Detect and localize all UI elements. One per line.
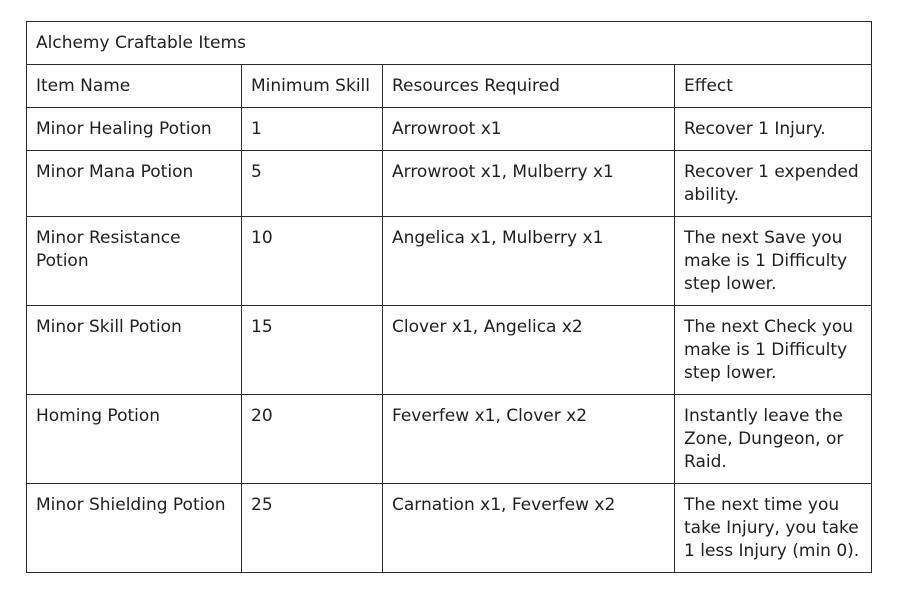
resources-required-cell: Clover x1, Angelica x2 xyxy=(383,306,675,395)
table-title: Alchemy Craftable Items xyxy=(27,22,872,65)
column-header-resources-required: Resources Required xyxy=(383,65,675,108)
effect-cell: Instantly leave the Zone, Dungeon, or Raid. xyxy=(675,395,872,484)
column-header-effect: Effect xyxy=(675,65,872,108)
effect-cell: The next Check you make is 1 Difficulty step lower. xyxy=(675,306,872,395)
table-title-row xyxy=(27,22,872,65)
minimum-skill-cell: 20 xyxy=(242,395,383,484)
minimum-skill-cell: 25 xyxy=(242,484,383,573)
table-header-row xyxy=(27,65,872,108)
item-name-cell: Minor Skill Potion xyxy=(27,306,242,395)
minimum-skill-cell: 15 xyxy=(242,306,383,395)
table-row xyxy=(27,108,872,151)
column-header-item-name: Item Name xyxy=(27,65,242,108)
item-name-cell: Minor Healing Potion xyxy=(27,108,242,151)
column-header-minimum-skill: Minimum Skill xyxy=(242,65,383,108)
effect-cell: The next Save you make is 1 Difficulty step lower. xyxy=(675,217,872,306)
table-row xyxy=(27,306,872,395)
alchemy-craftable-items-table xyxy=(26,21,872,573)
effect-cell: Recover 1 Injury. xyxy=(675,108,872,151)
item-name-cell: Minor Mana Potion xyxy=(27,151,242,217)
table-row xyxy=(27,151,872,217)
minimum-skill-cell: 1 xyxy=(242,108,383,151)
table-row xyxy=(27,395,872,484)
effect-cell: The next time you take Injury, you take 1 less Injury (min 0). xyxy=(675,484,872,573)
resources-required-cell: Arrowroot x1, Mulberry x1 xyxy=(383,151,675,217)
item-name-cell: Minor Resistance Potion xyxy=(27,217,242,306)
table-row xyxy=(27,217,872,306)
item-name-cell: Minor Shielding Potion xyxy=(27,484,242,573)
effect-cell: Recover 1 expended ability. xyxy=(675,151,872,217)
resources-required-cell: Carnation x1, Feverfew x2 xyxy=(383,484,675,573)
resources-required-cell: Arrowroot x1 xyxy=(383,108,675,151)
minimum-skill-cell: 10 xyxy=(242,217,383,306)
minimum-skill-cell: 5 xyxy=(242,151,383,217)
table-row xyxy=(27,484,872,573)
item-name-cell: Homing Potion xyxy=(27,395,242,484)
resources-required-cell: Feverfew x1, Clover x2 xyxy=(383,395,675,484)
resources-required-cell: Angelica x1, Mulberry x1 xyxy=(383,217,675,306)
